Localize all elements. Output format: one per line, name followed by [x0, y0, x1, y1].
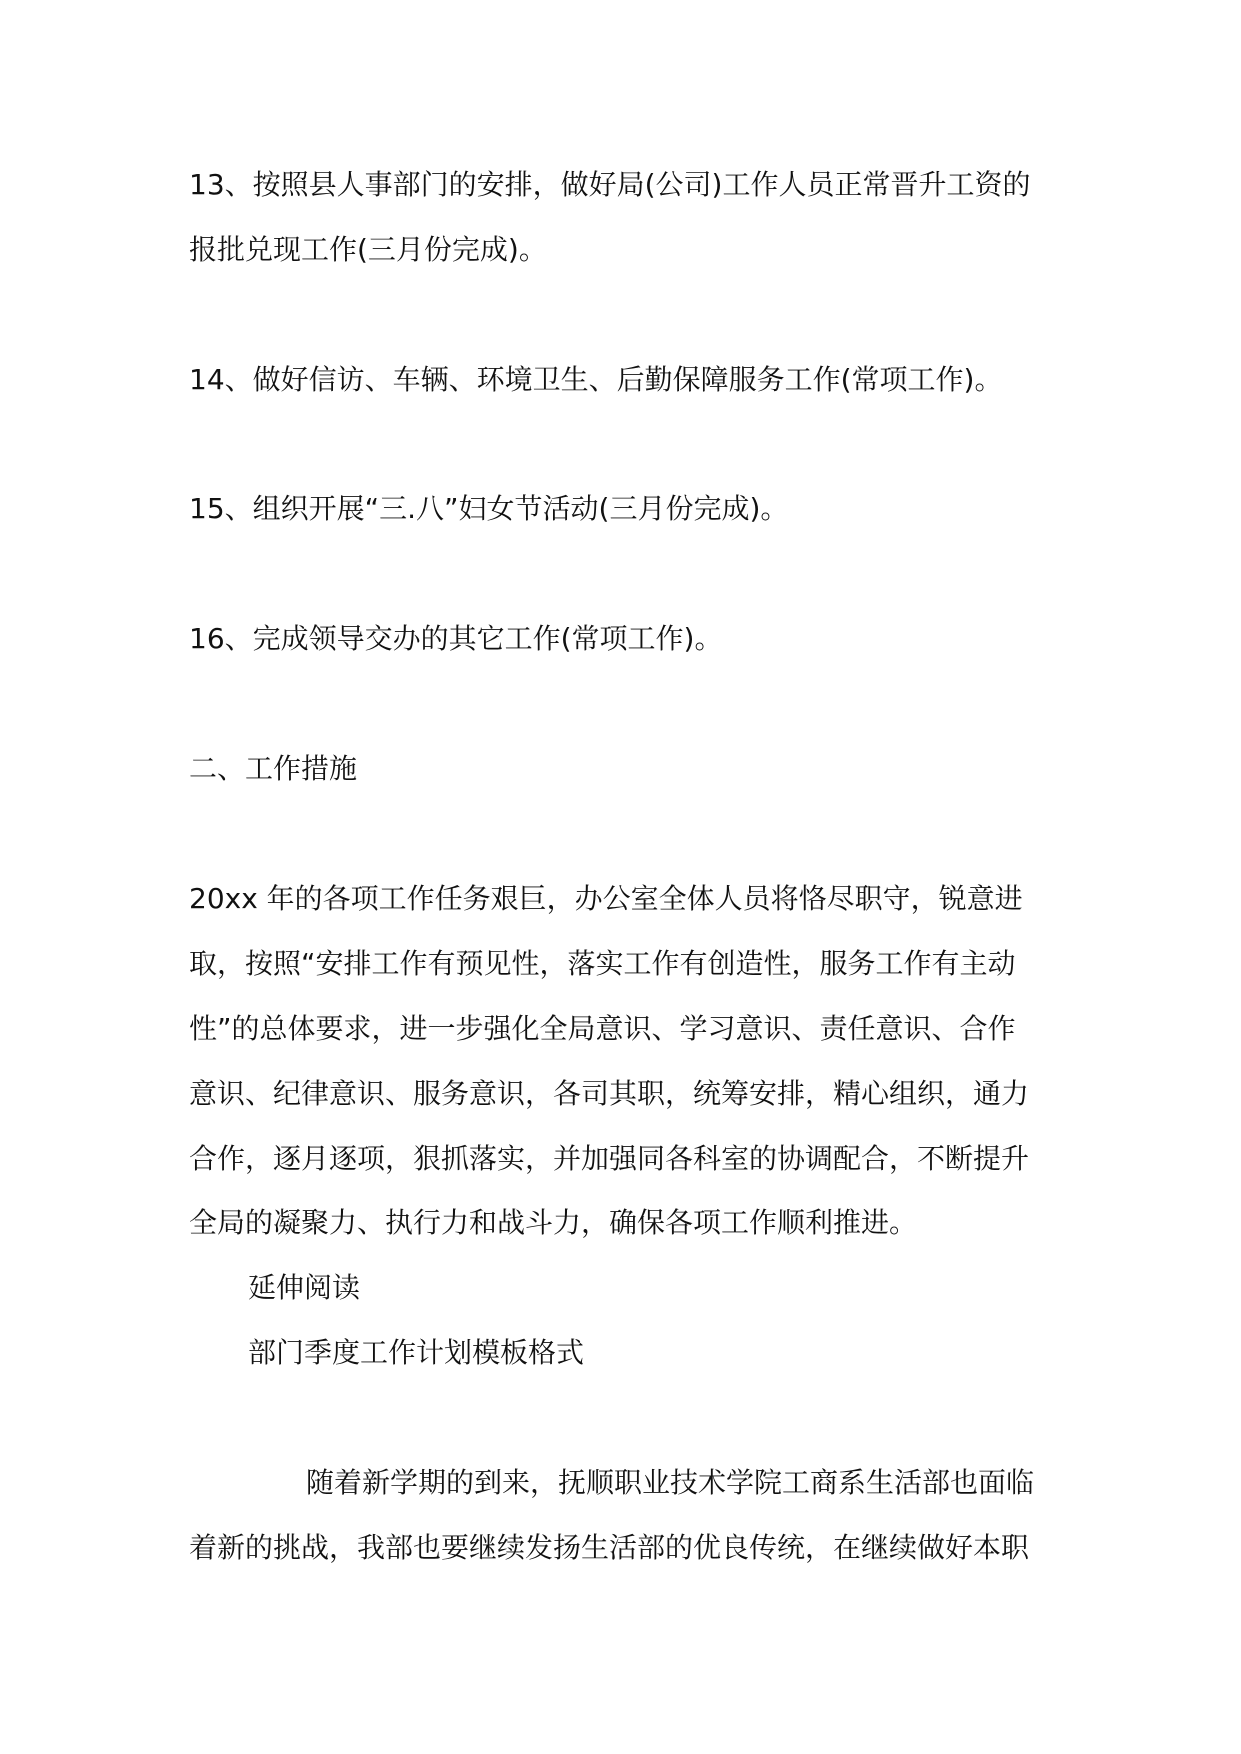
- extended-reading-label: 延伸阅读: [248, 1271, 361, 1304]
- item-15: 15、组织开展“三.八”妇女节活动(三月份完成)。: [189, 492, 789, 525]
- measures-line-6: 全局的凝聚力、执行力和战斗力，确保各项工作顺利推进。: [189, 1206, 918, 1239]
- item-13-line-1: 13、按照县人事部门的安排，做好局(公司)工作人员正常晋升工资的: [189, 168, 1031, 201]
- item-16: 16、完成领导交办的其它工作(常项工作)。: [189, 622, 723, 655]
- extended-reading-title: 部门季度工作计划模板格式: [248, 1336, 585, 1369]
- item-13-line-2: 报批兑现工作(三月份完成)。: [189, 233, 547, 266]
- section-heading: 二、工作措施: [189, 752, 358, 785]
- intro-line-1: 随着新学期的到来，抚顺职业技术学院工商系生活部也面临: [306, 1466, 1035, 1499]
- measures-line-4: 意识、纪律意识、服务意识，各司其职，统筹安排，精心组织，通力: [189, 1077, 1030, 1110]
- measures-line-3: 性”的总体要求，进一步强化全局意识、学习意识、责任意识、合作: [189, 1012, 1016, 1045]
- intro-line-2: 着新的挑战，我部也要继续发扬生活部的优良传统，在继续做好本职: [189, 1531, 1030, 1564]
- item-14: 14、做好信访、车辆、环境卫生、后勤保障服务工作(常项工作)。: [189, 363, 1003, 396]
- measures-line-2: 取，按照“安排工作有预见性，落实工作有创造性，服务工作有主动: [189, 947, 1016, 980]
- measures-line-1: 20xx 年的各项工作任务艰巨，办公室全体人员将恪尽职守，锐意进: [189, 882, 1023, 915]
- measures-line-5: 合作，逐月逐项，狠抓落实，并加强同各科室的协调配合，不断提升: [189, 1142, 1030, 1175]
